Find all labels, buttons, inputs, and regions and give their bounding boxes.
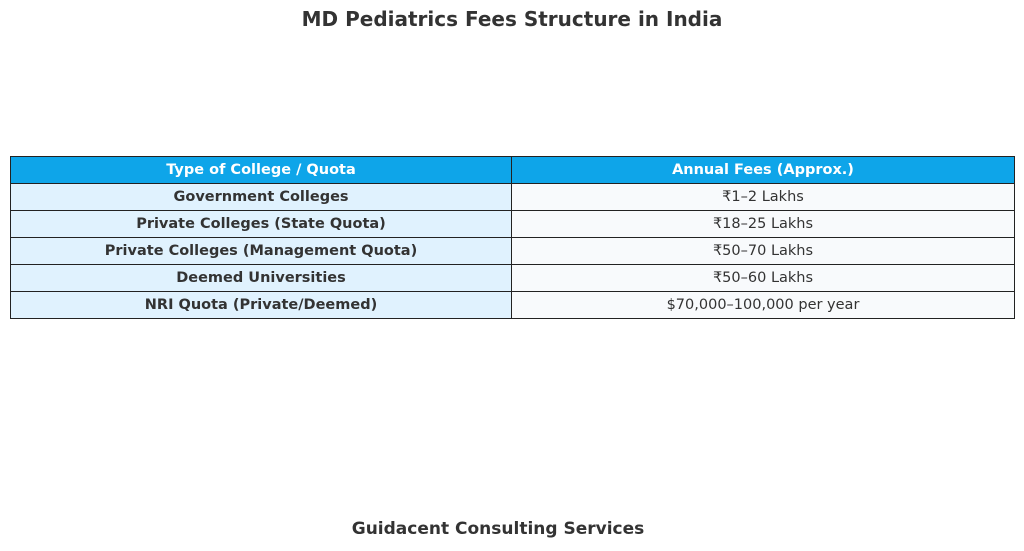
- table-row: [11, 184, 1015, 211]
- table-row: [11, 265, 1015, 292]
- college-type-cell: Private Colleges (Management Quota): [11, 238, 512, 265]
- table-row: [11, 292, 1015, 319]
- annual-fee-cell: ₹1–2 Lakhs: [512, 184, 1015, 211]
- footer-credit: Guidacent Consulting Services: [351, 519, 645, 539]
- annual-fee-cell: ₹18–25 Lakhs: [512, 211, 1015, 238]
- table-row: [11, 211, 1015, 238]
- table-header-row: [11, 157, 1015, 184]
- college-type-cell: NRI Quota (Private/Deemed): [11, 292, 512, 319]
- annual-fee-cell: ₹50–70 Lakhs: [512, 238, 1015, 265]
- column-header-fees: Annual Fees (Approx.): [512, 157, 1015, 184]
- college-type-cell: Government Colleges: [11, 184, 512, 211]
- fees-table: [10, 156, 1015, 319]
- annual-fee-cell: ₹50–60 Lakhs: [512, 265, 1015, 292]
- annual-fee-cell: $70,000–100,000 per year: [512, 292, 1015, 319]
- table-row: [11, 238, 1015, 265]
- college-type-cell: Private Colleges (State Quota): [11, 211, 512, 238]
- college-type-cell: Deemed Universities: [11, 265, 512, 292]
- column-header-type: Type of College / Quota: [11, 157, 512, 184]
- page-title: MD Pediatrics Fees Structure in India: [301, 7, 723, 31]
